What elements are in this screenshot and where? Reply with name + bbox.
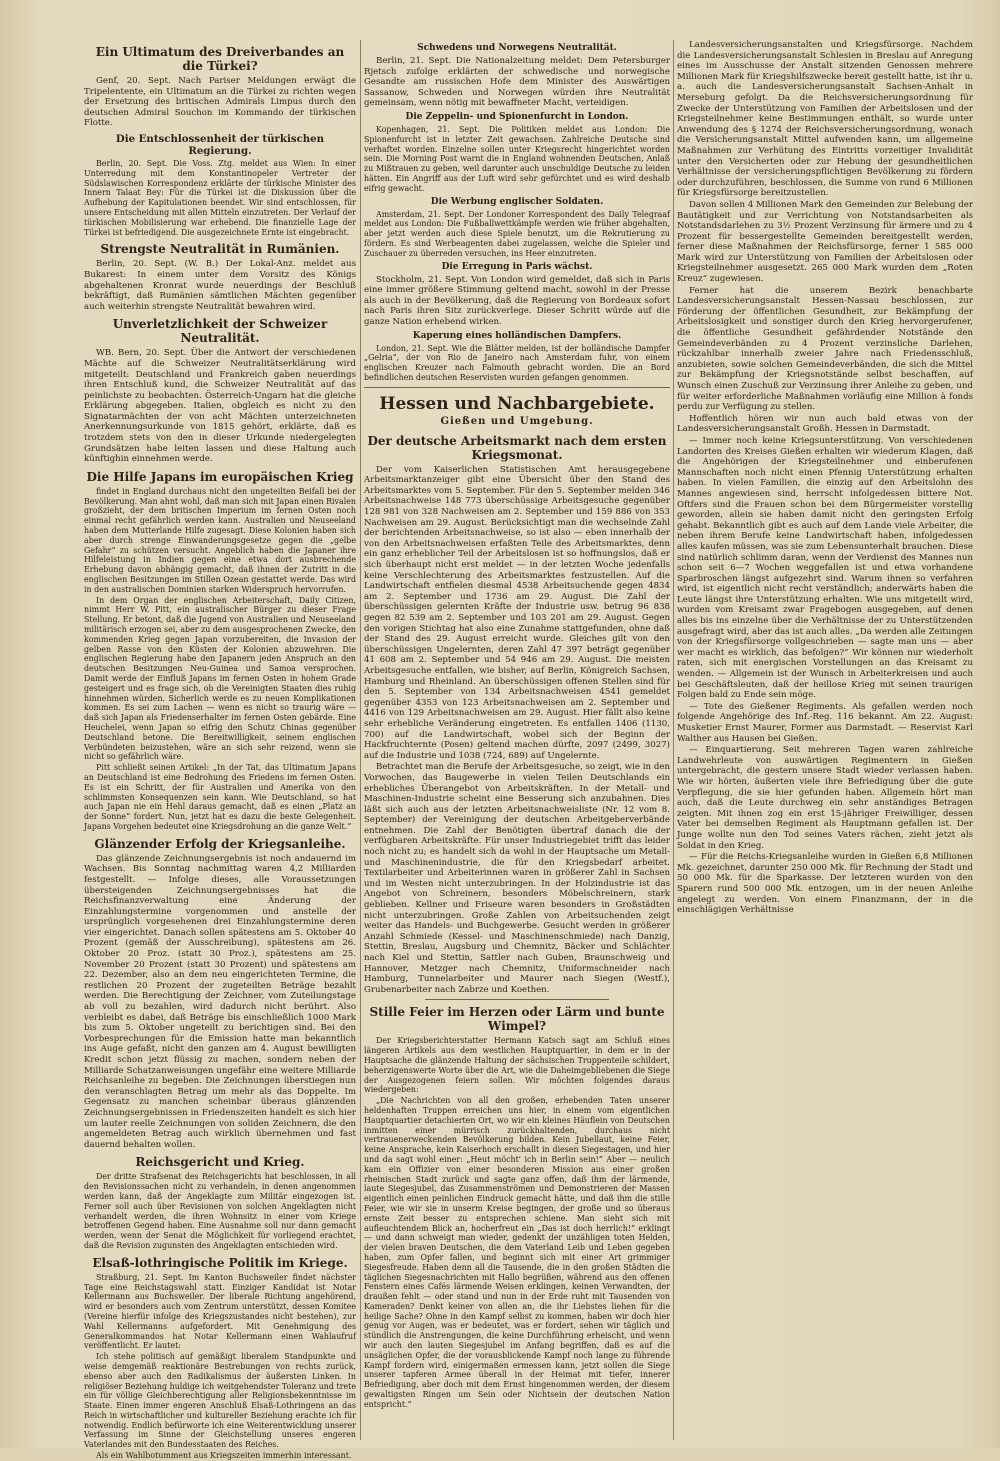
- article-paragraph: Hoffentlich hören wir nun auch bald etwas von der Landesversicherungsanstalt Großh. Hessen in Darmstadt.: [677, 413, 973, 435]
- column-middle: [364, 40, 670, 1440]
- article-headline: Die Werbung englischer Soldaten.: [430, 196, 604, 207]
- article-headline: Glänzender Erfolg der Kriegsanleihe.: [94, 836, 346, 851]
- article-tuerkische-regierung: [84, 133, 356, 237]
- article-rumaenien: [84, 242, 356, 312]
- article-headline: Die Hilfe Japans im europäischen Krieg: [86, 469, 354, 484]
- article-paragraph: Betrachtet man die Berufe der Arbeitsgesuche, so zeigt, wie in den Vorwochen, das Baugewerbe in vielen Teilen Deutschlands ein erhebliches Überangebot von Arbeitskräften. In der Metall- und Maschinen-Industrie scheint eine Besserung sich anzubahnen. Dies läßt sich auch aus der letzten Arbeitsnachweisliste (Nr. 12 vom 8. September) der Vereinigung der deutschen Arbeitgeberverbände entnehmen. Die Zahl der Benötigten übertraf danach die der verfügbaren Arbeitskräfte. Für unser Industriegebiet trifft das leider noch nicht zu; es handelt sich da wohl in der Hauptsache um Metall- und Maschinenindustrie, die für den Kriegsbedarf arbeitet. Textilarbeiter und Arbeiterinnen waren in größerer Zahl in Sachsen und im Westen nicht unterzubringen. In der Holzindustrie ist das Angebot von Schreinern, besonders Möbelschreinern, stark geblieben. Kellner und Friseure waren besonders in Großstädten nicht unterzubringen. Große Zahlen von Arbeitsuchenden zeigt weiter das Handels- und Buchgewerbe. Gesucht werden in größerer Anzahl Schmiede (Kessel- und Maschinenschmiede) nach Danzig, Stettin, Breslau, Augsburg und Chemnitz, Bäcker und Schlächter nach Kiel und Stettin, Sattler nach Guben, Braunschweig und Hannover, Metzger nach Chemnitz, Uniformschneider nach Hamburg, Tunnelarbeiter und Maurer nach Siegen (Westf.), Grubenarbeiter nach Zabrze und Koethen.: [364, 762, 670, 995]
- article-paragraph: — Immer noch keine Kriegsunterstützung. Von verschiedenen Landorten des Kreises Gießen erhalten wir wiederum Klagen, daß die Angehörigen der Kriegsteilnehmer und einberufenen Mannschaften noch nicht einen Pfennig Unterstützung erhalten haben. In vielen Familien, die einzig auf den Arbeitslohn des Mannes angewiesen sind, herrscht infolgedessen bittere Not. Oftfers sind die Frauen schon bei dem Bürgermeister vorstellig geworden, allein sie haben damit nicht den geringsten Erfolg gehabt. Bekanntlich gibt es auch auf dem Lande viele Arbeiter, die neben ihrem Berufe keine Landwirtschaft haben, infolgedessen alles kaufen müssen, was sie zum Lebensunterhalt brauchen. Diese sind natürlich schlimm daran, wenn der Verdienst des Mannes nun schon seit 6—7 Wochen weggefallen ist und etwa vorhandene Sparbroschen längst aufgezehrt sind. Warum ihnen so verfahren wird, ist eigentlich nicht recht verständlich; anderwärts haben die Leute längst ihre Unterstützung erhalten. Wie uns mitgeteilt wird, wurden vom Kreisamt zwar Fragebogen ausgegeben, auf denen alles bis ins einzelne über die Verhältnisse der zu Unterstützenden ausgefragt wird, aber das ist auch alles. „Da werden alle Zeitungen von der Kriegsfürsorge vollgeschrieben — sagte man uns — aber wer macht es wirklich, das befolgen?“ Wir können nur wiederholt raten, sich mit energischen Vorstellungen an das Kreisamt zu wenden. — Allgemein ist der Wunsch in Arbeiterkreisen und auch bei Geschäftsleuten, daß der heillose Krieg mit seinen traurigen Folgen bald zu Ende sein möge.: [677, 435, 973, 701]
- article-paragraph: Genf, 20. Sept. Nach Pariser Meldungen erwägt die Tripelentente, ein Ultimatum an die Türkei zu richten wegen der Ersetzung des britischen Admirals Limpus durch den deutschen Admiral Souchon im Kommando der türkischen Flotte.: [84, 76, 356, 129]
- article-headline: Stille Feier im Herzen oder Lärm und bunte Wimpel?: [369, 1005, 665, 1034]
- article-schweiz: [84, 317, 356, 465]
- article-paragraph: London, 21. Sept. Wie die Blätter melden, ist der holländische Dampfer „Gelria“, der von Rio de Janeiro nach Amsterdam fuhr, von einem englischen Kreuzer nach Falmouth gebracht worden. Die an Bord befindlichen deutschen Reservisten wurden gefangen genommen.: [364, 343, 670, 382]
- article-paragraph: Der vom Kaiserlichen Statistischen Amt herausgegebene Arbeitsmarktanzeiger gibt eine Übersicht über den Stand des Arbeitsmarktes vom 5. September. Für den 5. September melden 346 Arbeitsnachweise 148 773 überschüssige Arbeitsgesuche gegenüber 128 981 von 328 Nachweisen am 2. September und 159 886 von 353 Nachweisen am 29. August. Berücksichtigt man die wechselnde Zahl der berichtenden Arbeitsnachweise, so ist also — eben innerhalb der von den Arbeitsnachweisen erfaßten Teile des Arbeitsmarktes, denn ein ganz erheblicher Teil der Arbeitslosen ist so hoffnungslos, daß er sich überhaupt nicht erst meldet — in der letzten Woche jedenfalls keine Verschlechterung des Arbeitsmarktes festzustellen. Auf die Landwirtschaft entfielen diesmal 4538 Arbeitsuchende gegen 4834 am 2. September und 1736 am 29. August. Die Zahl der überschüssigen gelernten Kräfte der Industrie usw. betrug 96 838 gegen 82 539 am 2. September und 103 201 am 29. August. Gegen den vorigen Stichtag hat also eine Zunahme stattgefunden, ohne daß der Stand des 29. August erreicht wurde. Gleiches gilt von den überschüssigen Ungelernten, deren Zahl 47 397 beträgt gegenüber 41 608 am 2. September und 54 946 am 29. August. Die meisten Arbeitsgesuche entfallen, wie bisher, auf Berlin, Königreich Sachsen, Hamburg und Rheinland. An überschüssigen offenen Stellen sind für den 5. September von 134 Arbeitsnachweisen 4541 gemeldet gegenüber 4353 von 123 Arbeitsnachweisen am 2. September und 4416 von 129 Arbeitsnachweisen am 29. August. Hier fällt also keine sehr erhebliche Veränderung eingetreten. Es entfallen 1406 (1130, 700) auf die Landwirtschaft, wobei sich der Beginn der Hackfruchternte (Posen) geltend machen dürfte, 2097 (2499, 3027) auf die Industrie und 1038 (724, 689) auf Ungelernte.: [364, 464, 670, 761]
- article-paragraph: Landesversicherungsanstalten und Kriegsfürsorge. Nachdem die Landesversicherungsanstalt Schlesien in Breslau auf Anregung eines im Ausschusse der Anstalt sitzenden Genossen mehrere Millionen Mark für Kriegshilfszwecke bereit gestellt hatte, ist ihr u. a. auch die Landesversicherungsanstalt Sachsen-Anhalt in Merseburg gefolgt. Da die Reichsversicherungsordnung für Zwecke der Unterstützung von Familien der Arbeitslosen und der Kriegsteilnehmer keine Bestimmungen enthält, so wurde unter Anwendung des § 1274 der Reichsversicherungsordnung, wonach die Versicherungsanstalt Mittel aufwenden kann, um allgemeine Maßnahmen zur Verhütung des Eintritts vorzeitiger Invalidität unter den Versicherten oder zur Hebung der gesundheitlichen Verhältnisse der versicherungspflichtigen Bevölkerung zu fördern oder durchzuführen, beschlossen, die Summe von rund 6 Millionen für Kriegsfürsorge bereitzustellen.: [677, 40, 973, 199]
- article-paris: [364, 262, 670, 328]
- article-paragraph: — Für die Reichs-Kriegsanleihe wurden in Gießen 6,8 Millionen Mk. gezeichnet, darunter 250 000 Mk. für Rechnung der Stadt und 50 000 Mk. für die Sparkasse. Der letzteren wurden von den Sparern rund 500 000 Mk. entzogen, um in der neuen Anleihe angelegt zu werden. Von einem Finanzmann, der in die einschlägigen Verhältnisse: [677, 852, 973, 916]
- article-headline: Die Zeppelin- und Spionenfurcht in London.: [405, 111, 629, 122]
- article-paragraph: Davon sollen 4 Millionen Mark den Gemeinden zur Belebung der Bautätigkeit und zur Verrichtung von Notstandsarbeiten als Notstandsdarlehen zu 3½ Prozent Verzinsung für ärmere und zu 4 Prozent für bessergestellte Gemeinden bereitgestellt werden, ferner diese Maßnahmen der Reichsfürsorge, ferner 1 585 000 Mark wird zur Unterstützung von Familien der Arbeitslosen oder Kriegsteilnehmer ausgesetzt. 265 000 Mark wurden dem „Roten Kreuz“ zugewiesen.: [677, 199, 973, 285]
- article-reichsgericht: [84, 1155, 356, 1250]
- column-divider: [673, 40, 674, 1440]
- article-zeppelin: [364, 112, 670, 194]
- article-paragraph: Stockholm, 21. Sept. Von London wird gemeldet, daß sich in Paris eine immer größere Stimmung geltend macht, sowohl in der Presse als auch in der Bevölkerung, daß die Regierung von Bordeaux sofort nach Paris ihren Sitz zurückverlege. Dieser Schritt würde auf die ganze Nation erhebend wirken.: [364, 274, 670, 327]
- article-headline: Elsaß-lothringische Politik im Kriege.: [92, 1255, 348, 1270]
- column-divider: [360, 40, 361, 1440]
- section-rule: [364, 387, 670, 388]
- article-paragraph: Der Kriegsberichterstatter Hermann Katsch sagt am Schluß eines längeren Artikels aus dem westlichen Hauptquartier, in dem er in der Hauptsache die glänzende Haltung der sächsischen Truppenteile schildert, beherzigenswerte Worte über die Art, wie die Daheimgebliebenen die Siege der Ausgezogenen feiern sollen. Wir möchten folgendes daraus wiedergeben:: [364, 1036, 670, 1095]
- article-stille-feier: [364, 1005, 670, 1409]
- article-elsass: [84, 1256, 356, 1461]
- article-paragraph: Berlin, 20. Sept. (W. B.) Der Lokal-Anz. meldet aus Bukarest: In einem unter dem Vorsitz des Königs abgehaltenen Kronrat wurde neuerdings der Beschluß bekräftigt, daß Rumänien sämtlichen Mächten gegenüber auch weiterhin strengste Neutralität bewahren wird.: [84, 259, 356, 312]
- article-kriegsanleihe: [84, 837, 356, 1151]
- article-headline: Der deutsche Arbeitsmarkt nach dem ersten Kriegsmonat.: [367, 433, 667, 462]
- article-paragraph: findet in England durchaus nicht den ungeteilten Beifall bei der Bevölkerung. Man ahnt wohl, daß man sich mit Japan einen Rivalen großzieht, der dem britischen Imperium im fernen Osten noch einmal recht gefährlich werden kann. Australien und Neuseeland haben dem Mutterlande Hilfe zugesagt. Diese Kolonien haben sich aber durch strenge Einwanderungsgesetze gegen die „gelbe Gefahr“ zu schützen versucht. Angeblich haben die Japaner ihre Hilfeleistung in Indien gegen eine etwa dort ausbrechende Erhebung davon abhängig gemacht, daß ihnen der Zutritt in die englischen Besitzungen im Stillen Ozean gestattet werde. Das wird in den australischen Dominien starken Widerspruch hervorrufen.: [84, 486, 356, 594]
- article-arbeitsmarkt: [364, 434, 670, 996]
- article-paragraph: — Tote des Gießener Regiments. Als gefallen werden noch folgende Angehörige des Inf.-Reg. 116 bekannt. Am 22. August: Musketier Ernst Maurer, Former aus Darmstadt. — Reservist Karl Walther aus Hausen bei Gießen.: [677, 701, 973, 744]
- column-left: [84, 40, 356, 1461]
- column-right: [677, 40, 973, 1440]
- article-paragraph: Der dritte Strafsenat des Reichsgerichts hat beschlossen, in all den Revisionssachen nicht zu verhandeln, in denen angenommen werden kann, daß der Angeklagte zum Militär eingezogen ist. Ferner soll auch über Revisionen von solchen Angeklagten nicht verhandelt werden, die ihren Wohnsitz in einer vom Kriege betroffenen Gegend haben. Eine Ausnahme soll nur dann gemacht werden, wenn der Senat die Möglichkeit für vorliegend erachtet, daß die Revision zugunsten des Angeklagten entschieden wird.: [84, 1172, 356, 1250]
- article-landesversicherung: [677, 40, 973, 916]
- article-paragraph: Ferner hat die unserem Bezirk benachbarte Landesversicherungsanstalt Hessen-Nassau beschlossen, zur Förderung der öffentlichen Gesundheit, zur Bekämpfung der Arbeitslosigkeit und sonstiger durch den Krieg hervorgerufener, die öffentliche Gesundheit gefährdender Notstände den Gemeindeverbänden zu 4 Prozent verzinsliche Darlehen, rückzahlbar innerhalb zweier Jahre nach Friedensschluß, anzubieten, sowie solchen Gemeindeverbänden, die sich die Mittel zur Bekämpfung der Kriegsnotstände selbst beschaffen, auf Wunsch einen Zuschuß zur Verzinsung ihrer Anleihe zu geben, und für weiter erforderliche Maßnahmen vorläufig eine Million à fonds perdu zur Verfügung zu stellen.: [677, 285, 973, 413]
- article-headline: Strengste Neutralität in Rumänien.: [100, 242, 340, 257]
- article-headline: Die Erregung in Paris wächst.: [441, 261, 593, 272]
- article-paragraph: Amsterdam, 21. Sept. Der Londoner Korrespondent des Daily Telegraaf meldet aus London: Die Fußballwettkämpfe werden wie früher abgehalten, aber jetzt werden auch diese Spiele benutzt, um die Rekrutierung zu fördern. Es sind Werbeagenten dabei zugelassen, welche die Spieler und Zuschauer zu überreden versuchen, ins Heer einzutreten.: [364, 209, 670, 258]
- article-headline: Schwedens und Norwegens Neutralität.: [417, 43, 617, 53]
- article-paragraph: Als ein Wahlbotumment aus Kriegszeiten immerhin interessant.: [96, 1451, 352, 1461]
- article-paragraph: Kopenhagen, 21. Sept. Die Politiken meldet aus London: Die Spionenfurcht ist in letzter Zeit gewachsen. Zahlreiche Deutsche sind verhaftet worden. Einzelne sollen unter Kriegsrecht hingerichtet worden sein. Die Morning Post warnt die in England wohnenden Deutschen, Anlaß zu Mißtrauen zu geben, weil darunter auch unschuldige Deutsche zu leiden hätten. Ein Angriff aus der Luft wird sehr gefürchtet und es wird deshalb eifrig gewacht.: [364, 124, 670, 193]
- article-paragraph: In dem Organ der englischen Arbeiterschaft, Daily Citizen, nimmt Herr W. Pitt, ein australischer Bürger zu dieser Frage Stellung. Er betont, daß die Jugend von Australien und Neuseeland militärisch erzogen sei, aber zu dem ausgesprochenen Zwecke, den kommenden Krieg gegen Japan vorzubereiten, die Invasion der gelben Rasse von den Küsten der Kolonien abzuwehren. Die englischen Regierung habe den Japanern jeden Anspruch an den deutschen Besitzungen Neu-Guinea und Samoa versprochen. Damit werde der Einfluß Japans im fernen Osten in hohem Grade gesteigert und es frage sich, ob die Vereinigten Staaten dies ruhig hinnehmen würden. Sicherlich werde es zu neuen Komplikationen kommen. Es sei zum Lachen — wenn es nicht so traurig wäre — daß sich Japan als Friedenserhalter im fernen Osten gebärde. Eine Heuchelei, wenn Japan so eifrig den Schutz Chinas gegenüber Deutschland betone. Die Bereitwilligkeit, seinem englischen Verbündeten beizustehen, wäre an sich sehr reizend, wenn sie nicht so gefährlich wäre.: [84, 595, 356, 762]
- article-paragraph: WB. Bern, 20. Sept. Über die Antwort der verschiedenen Mächte auf die Schweizer Neutralitätserklärung wird mitgeteilt: Deutschland und Frankreich gaben neuerdings ihren Entschluß kund, die Schweizer Neutralität auf das peinlichste zu beobachten. Österreich-Ungarn hat die gleiche Erklärung abgegeben. Italien, obgleich es nicht zu den Signatarmächten der von acht Mächten unterzeichneten Anerkennungsurkunde von 1815 gehört, erklärte, daß es trotzdem stets von den in dieser Urkunde niedergelegten Grundsätzen habe leiten lassen und diese Haltung auch künftighin einnehmen werde.: [84, 348, 356, 465]
- article-werbung: [364, 197, 670, 259]
- section-title: Hessen und Nachbargebiete.: [379, 393, 655, 414]
- article-headline: Reichsgericht und Krieg.: [135, 1155, 305, 1170]
- article-headline: Ein Ultimatum des Dreiverbandes an die Türkei?: [95, 45, 345, 73]
- section-subtitle: Gießen und Umgebung.: [440, 415, 594, 427]
- article-ultimatum: [84, 45, 356, 129]
- article-paragraph: Straßburg, 21. Sept. Im Kanton Buchsweiler findet nächster Tage eine Reichstagswahl statt. Einziger Kandidat ist Notar Kellermann aus Buchsweiler. Der liberale Richtung angehörend, wird er besonders auch vom Zentrum unterstützt, dessen Komitee (Vereine hierfür infolge des Kriegszustandes nicht bestehen), zur Wahl Kellermanns aufgefordert. Mit Genehmigung des Generalkommandos hat Notar Kellermann einen Wahlaufruf veröffentlicht. Er lautet:: [84, 1272, 356, 1351]
- article-schweden-norwegen: [364, 43, 670, 109]
- article-headline: Die Entschlossenheit der türkischen Regierung.: [115, 132, 325, 157]
- article-paragraph: Berlin, 20. Sept. Die Voss. Ztg. meldet aus Wien: In einer Unterredung mit dem Konstantinopeler Vertreter der Südslawischen Korrespondenz erklärte der türkische Minister des Innern Talaat Bey: Für die Türkei ist die Diskussion über die Aufhebung der Kapitulationen beendet. Wir sind entschlossen, für unsere Entscheidung mit allen Mitteln einzutreten. Der Verlauf der türkischen Mobilisierung war erhebend. Die finanzielle Lage der Türkei ist befriedigend. Die ausgezeichnete Ernte ist eingebracht.: [84, 158, 356, 237]
- article-kaperung: [364, 331, 670, 383]
- article-headline: Kaperung eines holländischen Dampfers.: [412, 330, 622, 341]
- article-paragraph: — Einquartierung. Seit mehreren Tagen waren zahlreiche Landwehrleute von auswärtigen Regimentern in Gießen untergebracht, die gestern unsere Stadt wieder verlassen haben. Wie wir hörten, äußerten viele ihre Befriedigung über die gute Verpflegung, die sie hier gefunden haben. Allgemein hört man auch, daß die Leute durchweg ein sehr anständiges Betragen zeigten. Mit ihnen zog ein erst 15-jähriger Freiwilliger, dessen Vater bei demselben Regiment als Hauptmann gefallen ist. Der Junge wollte nun den Tod seines Vaters rächen, zieht jetzt als Soldat in den Krieg.: [677, 745, 973, 851]
- article-paragraph: Das glänzende Zeichnungsergebnis ist noch andauernd im Wachsen. Bis Sonntag nachmittag waren 4,2 Milliarden festgestellt. — Infolge dieses, alle Voraussetzungen übersteigenden Zeichnungsergebnisses hat die Reichsfinanzverwaltung eine Änderung der Einzahlungstermine vorgenommen und anstelle der ursprünglich vorgesehenen drei Einzahlungstermine deren vier eingerichtet. Danach sollen spätestens am 5. Oktober 40 Prozent (gemäß der Ausschreibung), spätestens am 26. Oktober 20 Proz. (statt 30 Proz.), spätestens am 25. November 20 Prozent (statt 30 Prozent) und spätestens am 22. Dezember, also an dem neu eingerichteten Termine, die restlichen 20 Prozent der zugeteilten Beträge bezahlt werden. Die Berechtigung der Zeichner, vom Zuteilungstage ab voll zu bezahlen, wird dadurch nicht berührt. Also verbleibt es dabei, daß Beträge bis einschließlich 1000 Mark bis zum 5. Oktober ungeteilt zu berichtigen sind. Bei den Vorbesprechungen für die Emission hatte man bekanntlich ins Auge gefaßt, nicht den ganzen am 4. August bewilligten Kredit schon jetzt flüssig zu machen, sondern neben der Milliarde Schatzanweisungen ungefähr eine weitere Milliarde Reichsanleihe zu begeben. Die Zeichnungen überstiegen nun den veranschlagten Betrag um mehr als das Doppelte. Im Gegensatz zu manchen scheinbar überaus glänzenden Zeichnungsergebnissen in Friedenszeiten handelt es sich hier um lauter reelle Zeichnungen von soliden Zeichnern, die den angemeldeten Betrag auch wirklich übernehmen und fast dauernd behalten wollen.: [84, 853, 356, 1150]
- article-paragraph: Ich stehe politisch auf gemäßigt liberalem Standpunkte und weise demgemäß reaktionäre Bestrebungen von rechts zurück, ebenso aber auch den Radikalismus der äußersten Linken. In religiöser Beziehung huldige ich weitgehendster Toleranz und trete ein für völlige Gleichberechtigung aller Religionsbekenntnisse im Staate. Einen immer engeren Anschluß Elsaß-Lothringens an das Reich in wirtschaftlicher und kultureller Beziehung erachte ich für notwendig. Endlich befürworte ich eine Weiterentwicklung unserer Verfassung im Sinne der Gleichstellung unseres engeren Vaterlandes mit den Bundesstaaten des Reiches.: [84, 1352, 356, 1450]
- article-rule: [425, 999, 609, 1000]
- article-headline: Unverletzlichkeit der Schweizer Neutralität.: [112, 317, 328, 346]
- article-japan: [84, 470, 356, 832]
- article-paragraph: Berlin, 21. Sept. Die Nationalzeitung meldet: Dem Petersburger Rjetsch zufolge erklärten der schwedische und norwegische Gesandte am russischen Hofe dem Minister des Auswärtigen Sassanow, Schweden und Norwegen würden ihre Neutralität gemeinsam, wenn nötig mit bewaffneter Macht, verteidigen.: [364, 56, 670, 109]
- article-paragraph: „Die Nachrichten von all den großen, erhebenden Taten unserer heldenhaften Truppen erreichen uns hier, in einem vom eigentlichen Hauptquartier detachierten Ort, wo wir ein kleines Häuflein von Deutschen inmitten einer mürrisch zurückhaltenden, durchaus nicht vertrauenerweckenden Bevölkerung bilden. Kein Jubellaut, keine Feier, keine Ansprache, kein Kaiserhoch erschallt in diesen Siegestagen, und hier und da sagt wohl einer: „Heut möcht' ich in Berlin sein!“ Aber — neulich kam ein Offizier von einer besonderen Mission aus einer großen rheinischen Stadt zurück und sagte ganz offen, daß ihm der lärmende, laute Siegesjubel, das Zusammenströmen und Demonstrieren der Massen eigentlich einen peinlichen Eindruck gemacht hätte, und daß ihm die stille Feier, wie wir sie in unserm Kreise begingen, der große und so überaus ernste Zeit besser zu entsprechen schiene. Man sieht sich mit aufleuchtendem Blick an, hocherfreut ein „Das ist doch herrlich!“ erklingt — und dann schweigt man wieder, gedenkt der unzähligen toten Helden, der vielen braven Deutschen, die dem Vaterland Leib und Leben gegeben haben, zum Opfer fallen, und beginnt sich mit einer Art grimmiger Siegesfreude. Haben denn all die Tausende, die in den großen Städten die täglichen Siegesnachrichten mit Hallo begrüßen, während aus den offenen Fenstern eines Cafés lärmende Weisen erklingen, keinen Verwandten, der draußen fehlt — oder stand und nun in der Erde ruht mit Tausenden von Kameraden? Denkt keiner von allen an, die ihr Liebstes liehen für die heilige Sache? Ohne in den Kampf selbst zu kommen, haben wir doch hier genug vor Augen, was er bedeutet, was er fordert, sehen wir täglich und stündlich die Anstrengungen, die keine Durchführung erheischt, und wenn wir auch den lauten Siegesjubel im Anfang begriffen, daß es auf die unsäglichen Opfer, die der vorausblickende Kampf noch lange zu führende Kampf fordern wird, einigermaßen ermessen kann, jetzt sollen die Siege unserer tapferen Armee überall in der Heimat mit tiefer, innerer Befriedigung, aber doch mit dem Ernst hingenommen werden, der diesem gewaltigsten Ringen um Sein oder Nichtsein der deutschen Nation entspricht.“: [364, 1096, 670, 1409]
- article-paragraph: Pitt schließt seinen Artikel: „In der Tat, das Ultimatum Japans an Deutschland ist eine Bedrohung des Friedens im fernen Osten. Es ist ein Schritt, der für Australien und Amerika von den schlimmsten Konsequenzen sein kann. Wie Deutschland, so hat auch Japan nie ein Hehl daraus gemacht, daß es einen „Platz an der Sonne“ fordert. Nun, jetzt hat es dazu die beste Gelegenheit. Japans Vorgehen bedeutet eine Kriegsdrohung an die ganze Welt.“: [84, 763, 356, 831]
